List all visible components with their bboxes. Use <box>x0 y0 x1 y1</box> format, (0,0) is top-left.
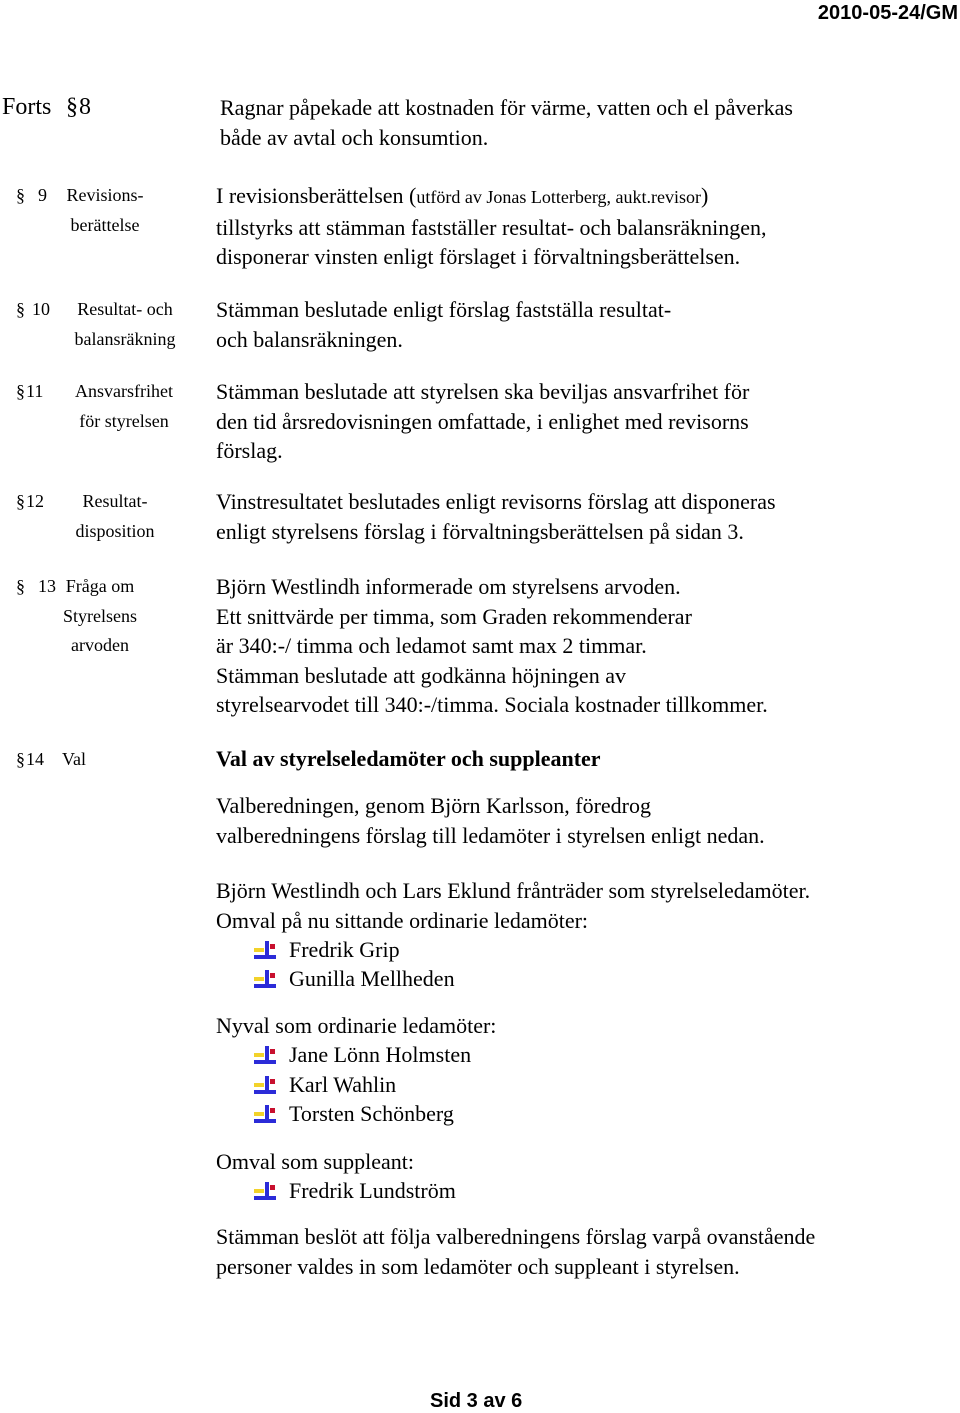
title-line: disposition <box>75 520 155 541</box>
section-12-label <box>0 487 200 547</box>
nyval-label: Nyval som ordinarie ledamöter: <box>216 1013 497 1038</box>
text-line: Ett snittvärde per timma, som Graden rekommenderar <box>216 603 692 629</box>
section-title <box>60 295 190 354</box>
forts-section-number: 8 <box>79 94 91 120</box>
text-line: både av avtal och konsumtion. <box>220 124 489 150</box>
tree-bullet-icon <box>254 1076 276 1096</box>
text-line: enligt styrelsens förslag i förvaltningsberättelsen på sidan 3. <box>216 518 744 544</box>
member-name: Fredrik Grip <box>289 937 400 962</box>
text-line: Omval på nu sittande ordinarie ledamöter: <box>216 907 589 933</box>
section-11-text <box>216 377 749 466</box>
title-line: Styrelsens <box>63 605 137 626</box>
text-line: Stämman beslutade att godkänna höjningen av <box>216 662 626 688</box>
member-name: Fredrik Lundström <box>289 1178 456 1203</box>
section-sign: § <box>16 299 25 319</box>
section-number: 14 <box>26 749 44 769</box>
member-name: Torsten Schönberg <box>289 1101 454 1126</box>
section-9-label <box>0 181 200 241</box>
member-name: Jane Lönn Holmsten <box>289 1042 472 1067</box>
text-line: förslag. <box>216 438 283 463</box>
section-number: 9 <box>38 185 47 205</box>
section-14-label <box>0 745 200 775</box>
member-name: Karl Wahlin <box>289 1072 397 1097</box>
title-line: balansräkning <box>74 328 176 349</box>
title-line: Fråga om <box>65 576 135 596</box>
section-11-label <box>0 377 200 437</box>
section-13-text <box>216 572 768 720</box>
section-title: Val <box>62 749 86 769</box>
member-name: Gunilla Mellheden <box>289 966 455 991</box>
text-line: den tid årsredovisningen omfattade, i enlighet med revisorns <box>216 408 749 434</box>
section-title <box>60 487 170 546</box>
tree-bullet-icon <box>254 970 276 990</box>
text-line: tillstyrks att stämman fastställer resultat- och balansräkningen, <box>216 214 767 240</box>
section-sign: § <box>16 185 25 205</box>
title-line: Revisions- <box>66 185 144 205</box>
section-title <box>60 572 140 661</box>
title-line: för styrelsen <box>79 410 169 431</box>
section-sign: § <box>16 491 25 511</box>
text-line: personer valdes in som ledamöter och suppleant i styrelsen. <box>216 1253 740 1279</box>
title-line: berättelse <box>70 214 140 235</box>
title-line: Resultat- <box>82 491 148 511</box>
section-13-label <box>0 572 200 662</box>
tree-bullet-icon <box>254 1105 276 1125</box>
text-line: styrelsearvodet till 340:-/timma. Sociala kostnader tillkommer. <box>216 692 768 717</box>
section-number: 11 <box>26 381 44 401</box>
text-line: Björn Westlindh informerade om styrelsens arvoden. <box>216 574 681 599</box>
text-line: Stämman beslutade att styrelsen ska beviljas ansvarfrihet för <box>216 379 750 404</box>
section-14-heading: Val av styrelseledamöter och suppleanter <box>216 746 601 771</box>
text-line: och balansräkningen. <box>216 326 403 352</box>
text-line: Ragnar påpekade att kostnaden för värme, vatten och el påverkas <box>220 95 793 120</box>
title-line: arvoden <box>71 635 129 655</box>
document-date-code: 2010-05-24/GM <box>817 2 958 24</box>
section-title <box>60 377 188 436</box>
text-line: är 340:-/ timma och ledamot samt max 2 timmar. <box>216 633 647 658</box>
section-9-text <box>216 181 766 272</box>
section-number: 13 <box>38 576 56 596</box>
section-sign: § <box>16 576 25 596</box>
forts-label: Forts <box>2 94 52 120</box>
final-decision-paragraph <box>216 1222 815 1281</box>
section-12-text <box>216 487 776 546</box>
section-number: 10 <box>32 299 50 319</box>
section-number: 12 <box>26 491 44 511</box>
text-line: Vinstresultatet beslutades enligt revisorns förslag att disponeras <box>216 489 776 514</box>
section-sign: § <box>16 749 25 769</box>
text-line: valberedningens förslag till ledamöter i styrelsen enligt nedan. <box>216 822 765 848</box>
section-title <box>60 181 150 240</box>
valberedning-paragraph <box>216 791 765 850</box>
title-line: Ansvarsfrihet <box>75 381 173 401</box>
title-line: Resultat- och <box>77 299 173 319</box>
section-8-text <box>220 93 793 152</box>
section-sign: § <box>66 94 78 120</box>
tree-bullet-icon <box>254 1182 276 1202</box>
text-line: I revisionsberättelsen (utförd av Jonas Lotterberg, aukt.revisor) <box>216 183 709 208</box>
tree-bullet-icon <box>254 941 276 961</box>
section-10-label <box>0 295 200 355</box>
tree-bullet-icon <box>254 1046 276 1066</box>
section-sign: § <box>16 381 25 401</box>
text-line: Stämman beslöt att följa valberedningens förslag varpå ovanstående <box>216 1224 816 1249</box>
page-number: Sid 3 av 6 <box>430 1390 523 1412</box>
text-line: Björn Westlindh och Lars Eklund frånträder som styrelseledamöter. <box>216 878 811 903</box>
omval-paragraph <box>216 876 810 935</box>
section-10-text <box>216 295 671 354</box>
text-line: Valberedningen, genom Björn Karlsson, föredrog <box>216 793 652 818</box>
text-line: Stämman beslutade enligt förslag fastställa resultat- <box>216 297 672 322</box>
suppleant-label: Omval som suppleant: <box>216 1149 414 1174</box>
text-line: disponerar vinsten enligt förslaget i förvaltningsberättelsen. <box>216 244 741 269</box>
